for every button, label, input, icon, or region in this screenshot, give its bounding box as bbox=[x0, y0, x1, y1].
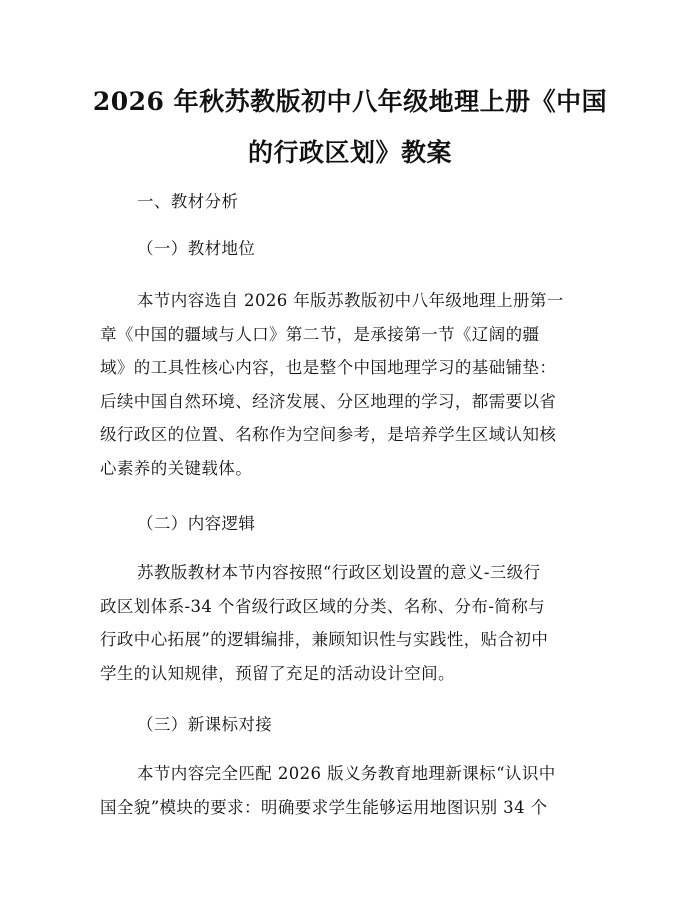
section-heading-analysis: 一、教材分析 bbox=[137, 192, 239, 211]
subheading-textbook-position: （一）教材地位 bbox=[137, 239, 256, 258]
paragraph-textbook-position bbox=[100, 289, 600, 491]
paragraph-line: 学生的认知规律，预留了充足的活动设计空间。 bbox=[100, 663, 455, 683]
paragraph-line: 国全貌”模块的要求：明确要求学生能够运用地图识别 34 个 bbox=[100, 797, 548, 817]
paragraph-line: 苏教版教材本节内容按照“行政区划设置的意义-三级行 bbox=[137, 563, 541, 582]
subheading-curriculum-alignment: （三）新课标对接 bbox=[137, 715, 273, 734]
paragraph-curriculum-alignment bbox=[100, 762, 600, 829]
paragraph-line: 本节内容完全匹配 2026 版义务教育地理新课标“认识中 bbox=[137, 764, 556, 783]
paragraph-line: 域》的工具性核心内容，也是整个中国地理学习的基础铺垫： bbox=[100, 358, 557, 378]
paragraph-line: 行政中心拓展”的逻辑编排，兼顾知识性与实践性，贴合初中 bbox=[100, 630, 549, 650]
subheading-content-logic: （二）内容逻辑 bbox=[137, 514, 256, 533]
paragraph-line: 政区划体系-34 个省级行政区域的分类、名称、分布-简称与 bbox=[100, 596, 545, 616]
document-title-line-1: 2026 年秋苏教版初中八年级地理上册《中国 bbox=[92, 87, 608, 116]
paragraph-line: 本节内容选自 2026 年版苏教版初中八年级地理上册第一 bbox=[137, 291, 564, 310]
paragraph-line: 后续中国自然环境、经济发展、分区地理的学习，都需要以省 bbox=[100, 391, 557, 411]
paragraph-content-logic bbox=[100, 561, 600, 695]
paragraph-line: 心素养的关键载体。 bbox=[100, 458, 253, 478]
paragraph-line: 章《中国的疆域与人口》第二节，是承接第一节《辽阔的疆 bbox=[100, 324, 540, 344]
document-title-line-2: 的行政区划》教案 bbox=[247, 138, 452, 167]
paragraph-line: 级行政区的位置、名称作为空间参考，是培养学生区域认知核 bbox=[100, 425, 557, 445]
